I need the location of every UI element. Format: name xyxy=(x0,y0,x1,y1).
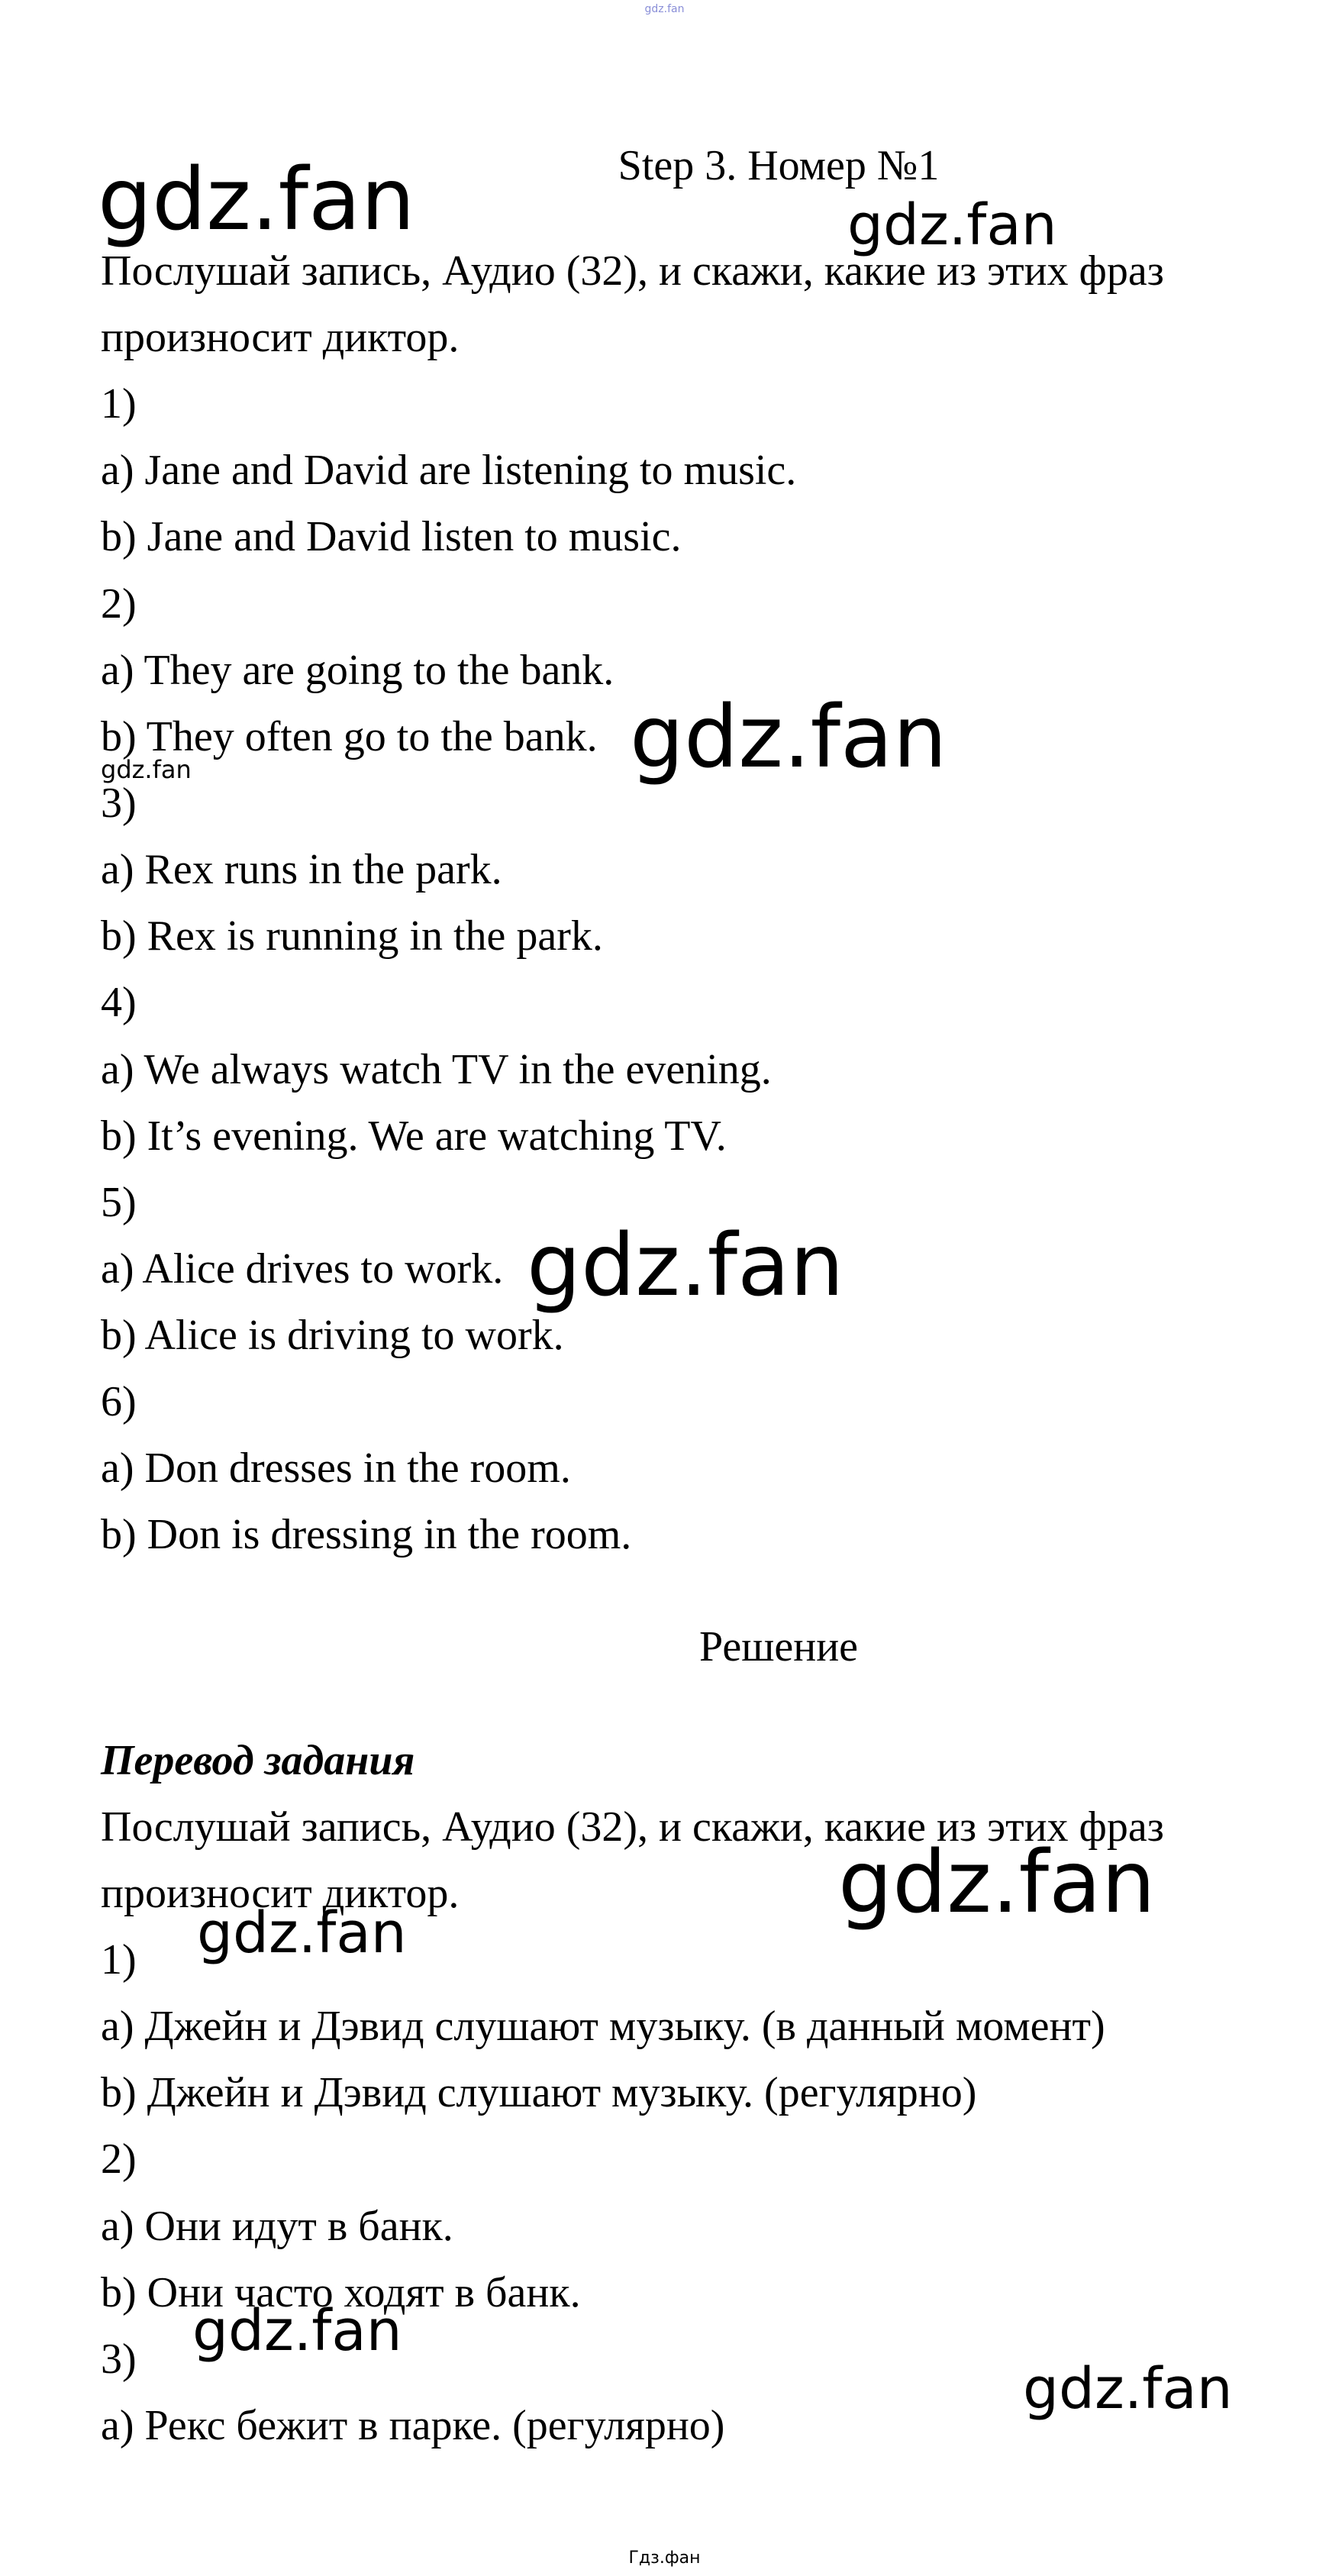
task-option-a: a) Alice drives to work. xyxy=(101,1245,504,1293)
translation-option-b: b) Они часто ходят в банк. xyxy=(101,2269,581,2316)
watermark: gdz.fan xyxy=(847,192,1057,258)
task-option-a: a) They are going to the bank. xyxy=(101,647,615,694)
watermark: gdz.fan xyxy=(192,2298,402,2364)
watermark: gdz.fan xyxy=(98,150,415,250)
watermark: gdz.fan xyxy=(630,688,947,787)
task-option-b: b) Alice is driving to work. xyxy=(101,1312,564,1359)
watermark: gdz.fan xyxy=(838,1833,1156,1932)
translation-item-number: 3) xyxy=(101,2336,137,2383)
translation-text-line-1: Послушай запись, Аудио (32), и скажи, какие из этих фраз xyxy=(101,1803,1164,1851)
watermark: gdz.fan xyxy=(1023,2356,1233,2422)
page-title: Step 3. Номер №1 xyxy=(618,142,940,189)
translation-heading: Перевод задания xyxy=(101,1737,415,1784)
task-item-number: 4) xyxy=(101,979,137,1026)
solution-heading: Решение xyxy=(698,1623,859,1671)
task-text-line-2: произносит диктор. xyxy=(101,314,460,361)
translation-option-a: a) Рекс бежит в парке. (регулярно) xyxy=(101,2402,725,2449)
footer-watermark: Гдз.фан xyxy=(628,2549,701,2568)
translation-item-number: 2) xyxy=(101,2135,137,2183)
task-text-line-1: Послушай запись, Аудио (32), и скажи, какие из этих фраз xyxy=(101,247,1164,295)
translation-option-b: b) Джейн и Дэвид слушают музыку. (регулярно) xyxy=(101,2069,977,2116)
task-item-number: 6) xyxy=(101,1378,137,1425)
task-option-b: b) They often go to the bank. xyxy=(101,713,598,760)
task-option-a: a) We always watch TV in the evening. xyxy=(101,1046,772,1093)
task-option-b: b) Rex is running in the park. xyxy=(101,912,603,960)
translation-option-a: a) Они идут в банк. xyxy=(101,2203,453,2250)
task-item-number: 3) xyxy=(101,780,137,827)
task-option-a: a) Don dresses in the room. xyxy=(101,1445,571,1492)
watermark: gdz.fan xyxy=(527,1216,844,1315)
task-option-b: b) Don is dressing in the room. xyxy=(101,1511,632,1558)
task-item-number: 2) xyxy=(101,580,137,628)
task-option-b: b) It’s evening. We are watching TV. xyxy=(101,1112,727,1160)
watermark: gdz.fan xyxy=(197,1900,407,1966)
task-item-number: 1) xyxy=(101,380,137,428)
task-option-a: a) Rex runs in the park. xyxy=(101,846,502,893)
task-item-number: 5) xyxy=(101,1179,137,1226)
task-option-b: b) Jane and David listen to music. xyxy=(101,513,682,560)
translation-text-line-2: произносит диктор. xyxy=(101,1870,460,1917)
task-option-a: a) Jane and David are listening to music. xyxy=(101,447,797,494)
translation-item-number: 1) xyxy=(101,1936,137,1984)
header-watermark: gdz.fan xyxy=(644,3,685,15)
translation-option-a: a) Джейн и Дэвид слушают музыку. (в данный момент) xyxy=(101,2003,1105,2050)
watermark: gdz.fan xyxy=(101,755,192,784)
